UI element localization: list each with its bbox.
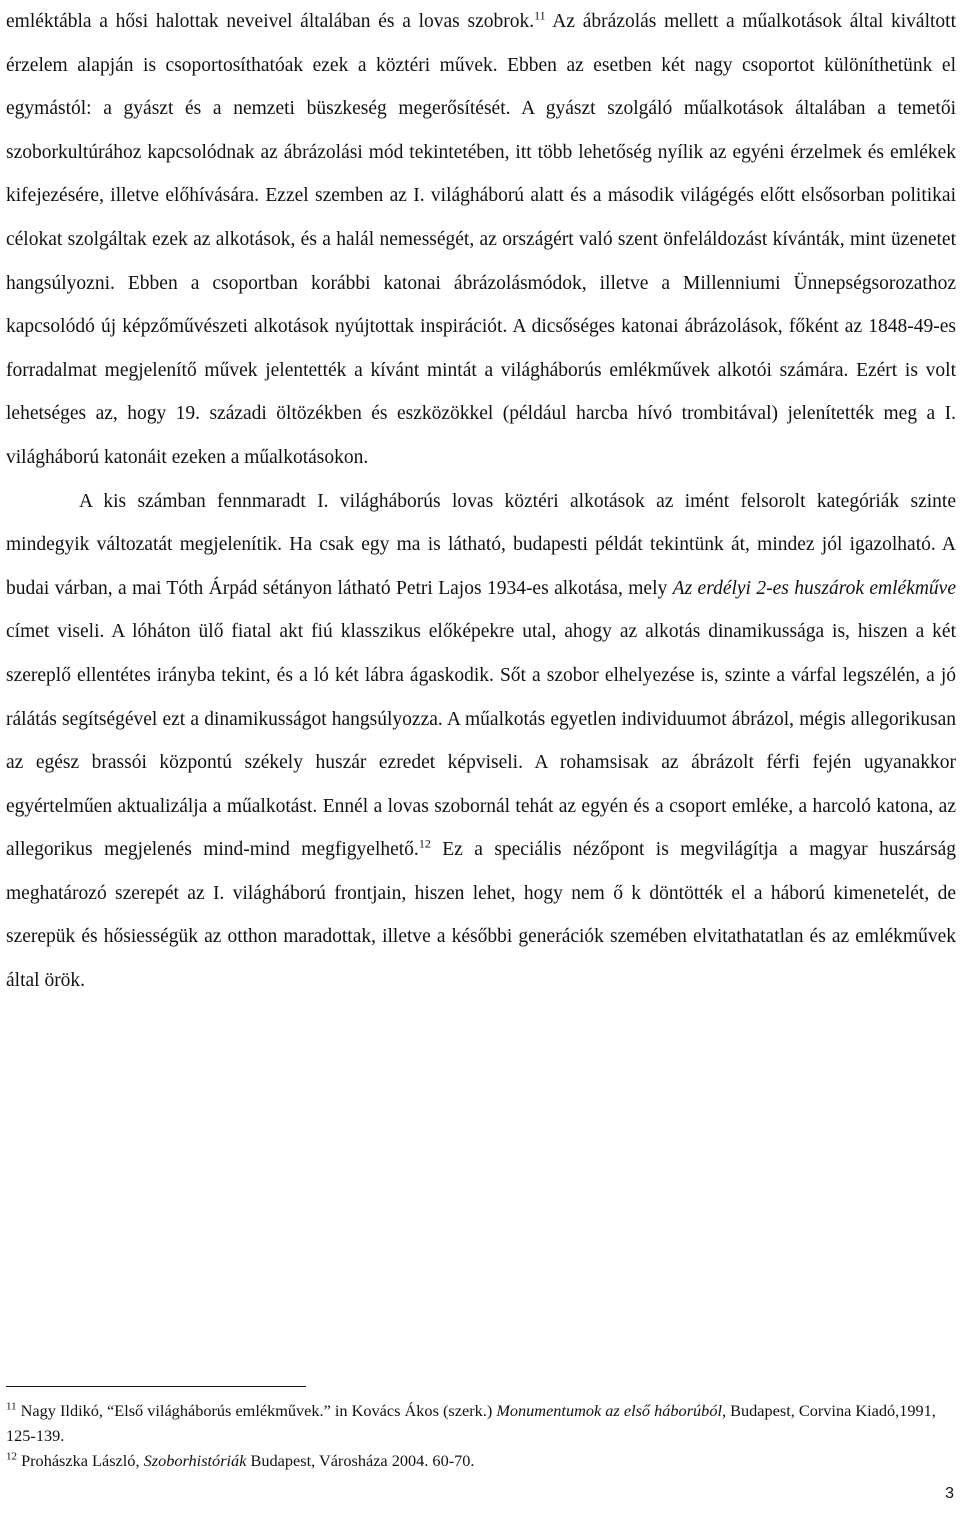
artwork-title: Az erdélyi 2-es huszárok emlékműve	[672, 577, 956, 599]
paragraph-text: Ez a speciális nézőpont is megvilágítja a magyar huszárság meghatározó szerepét az I. világháború frontjain, hiszen lehet, hogy nem ő k döntötték el a háború kimenetelét, de szerepük és hősiességük az otthon maradottak, illetve a későbbi generációk szemében elvitathatatlan és az emlékművek által örök.	[6, 839, 956, 992]
footnotes	[6, 1398, 956, 1473]
footnote-title: Szoborhistóriák	[143, 1451, 247, 1470]
footnote-number: 12	[6, 1450, 17, 1463]
paragraph-text: Az ábrázolás mellett a műalkotások által kiváltott érzelem alapján is csoportosíthatóak ezek a köztéri művek. Ebben az esetben két nagy csoportot különíthetünk el egymástól: a gyászt és a nemzeti büszkeség megerősítését. A gyászt szolgáló műalkotások általában a temetői szoborkultúrához kapcsolódnak az ábrázolási mód tekintetében, itt több lehetőség nyílik az egyéni érzelmek és emlékek kifejezésére, illetve előhívására. Ezzel szemben az I. világháború alatt és a második világégés előtt elsősorban politikai célokat szolgáltak ezek az alkotások, és a halál nemességét, az országért való szent önfeláldozást kívánták, mint üzenetet hangsúlyozni. Ebben a csoportban korábbi katonai ábrázolásmódok, illetve a Millenniumi Ünnepségsorozathoz kapcsolódó új képzőművészeti alkotások nyújtottak inspirációt. A dicsőséges katonai ábrázolások, főként az 1848-49-es forradalmat megjelenítő művek jelentették a kívánt mintát a világháborús emlékművek alkotói számára. Ezért is volt lehetséges az, hogy 19. századi öltözékben és eszközökkel (például harcba hívó trombitával) jelenítették meg a I. világháború katonáit ezeken a műalkotásokon.	[6, 11, 956, 468]
footnote-text: Prohászka László,	[17, 1451, 144, 1470]
page-number: 3	[945, 1485, 954, 1502]
body-text	[6, 0, 956, 1003]
footnote-separator	[6, 1386, 306, 1387]
footnote-ref-12: 12	[418, 836, 431, 851]
footnote-text: Budapest, Városháza 2004. 60-70.	[246, 1451, 475, 1470]
footnote-12	[6, 1448, 956, 1473]
paragraph-text: címet viseli. A lóháton ülő fiatal akt fiú klasszikus előképekre utal, ahogy az alkotás dinamikussága is, hiszen a két szereplő ellentétes irányba tekint, és a ló két lábra ágaskodik. Sőt a szobor elhelyezése is, szinte a várfal legszélén, a jó rálátás segítségével ezt a dinamikusságot hangsúlyozza. A műalkotás egyetlen individuumot ábrázol, mégis allegorikusan az egész brassói központú székely huszár ezredet képviseli. A rohamsisak az ábrázolt férfi fején ugyanakkor egyértelműen aktualizálja a műalkotást. Ennél a lovas szobornál tehát az egyén és a csoport emléke, a harcoló katona, az allegorikus megjelenés mind-mind megfigyelhető.	[6, 621, 956, 861]
footnote-number: 11	[6, 1400, 17, 1413]
paragraph-text: A kis számban fennmaradt I. világháborús lovas köztéri alkotások az imént felsorolt kategóriák szinte mindegyik változatát megjelenítik. Ha csak egy ma is látható, budapesti példát tekintünk át, mindez jól igazolható. A budai várban, a mai Tóth Árpád sétányon látható Petri Lajos 1934-es alkotása, mely	[6, 490, 956, 599]
footnote-text: Nagy Ildikó, “Első világháborús emlékművek.” in Kovács Ákos (szerk.)	[16, 1401, 497, 1420]
paragraph-2	[6, 480, 956, 1003]
footnote-title: Monumentumok az első háborúból,	[496, 1401, 727, 1420]
footnote-ref-11: 11	[534, 8, 546, 23]
footnote-text: Budapest, Corvina Kiadó,1991, 125-139.	[6, 1401, 936, 1445]
footnote-11	[6, 1398, 956, 1448]
paragraph-1	[6, 0, 956, 480]
paragraph-text: emléktábla a hősi halottak neveivel általában és a lovas szobrok.	[6, 11, 535, 32]
